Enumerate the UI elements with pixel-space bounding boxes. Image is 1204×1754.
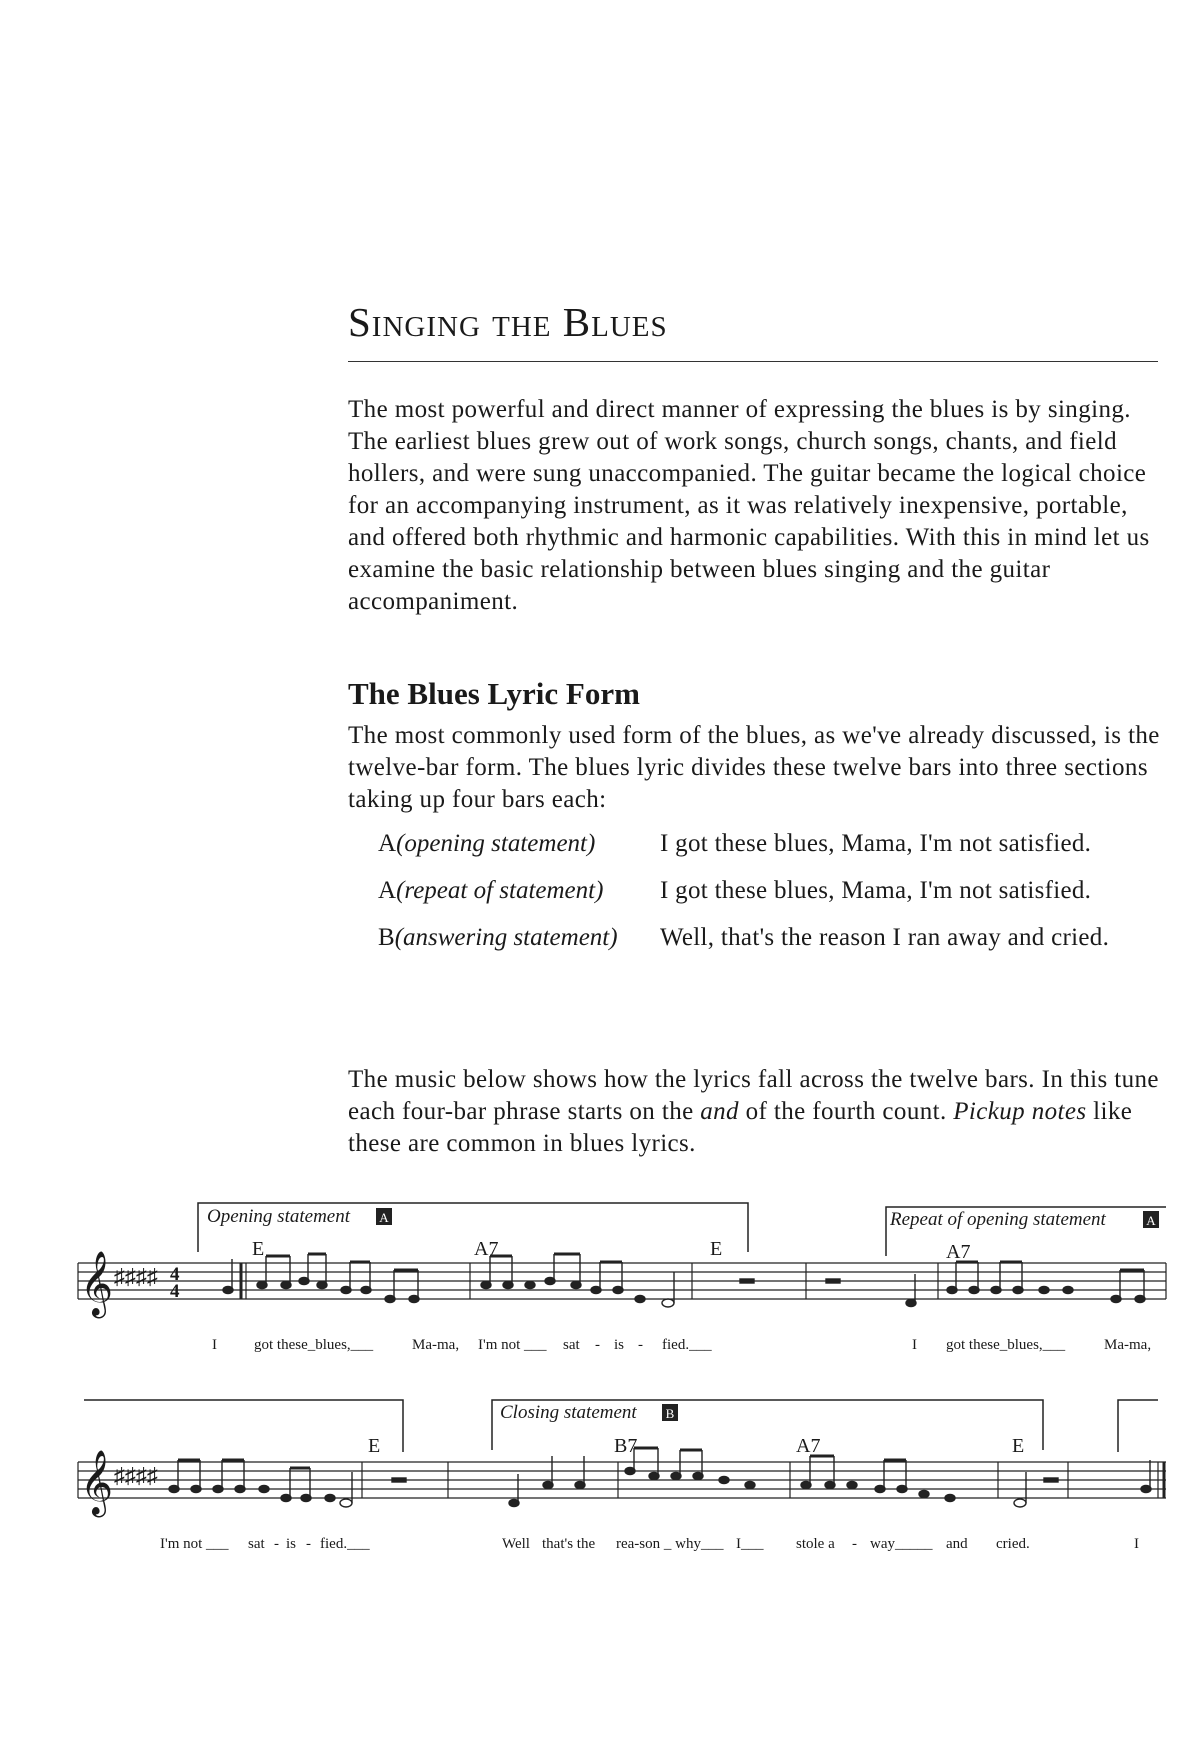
lyric-syllable: I (1134, 1536, 1139, 1552)
chord-symbol: E (252, 1238, 265, 1260)
lyric-syllable: Ma-ma, (1104, 1337, 1152, 1353)
lyric-syllable: I'm not ___ (160, 1536, 229, 1552)
chord-symbol: A7 (796, 1435, 821, 1457)
lyric-syllable: - (595, 1337, 600, 1353)
lyric-syllable: fied.___ (662, 1337, 712, 1353)
emphasis-and: and (700, 1098, 739, 1125)
form-letter: A (378, 830, 397, 857)
section-heading: The Blues Lyric Form (348, 676, 640, 711)
lyric-syllable: stole a (796, 1536, 835, 1552)
chord-symbol: A7 (946, 1241, 971, 1263)
form-letter: B (378, 924, 395, 951)
intro-paragraph: The most powerful and direct manner of expressing the blues is by singing. The earliest blues grew out of work songs, church songs, chants, and field hollers, and were sung unaccompanied. The guitar became the logical choice for an accompanying instrument, as it was relatively inexpensive, portable, and offered both rhythmic and harmonic capabilities. With this in mind let us examine the basic relationship between blues singing and the guitar accompaniment. (348, 396, 1150, 615)
lyric-syllable: got these_blues,___ (254, 1337, 374, 1353)
lyric-syllable: sat (248, 1536, 265, 1552)
bracket-label: Closing statement (500, 1402, 637, 1423)
time-signature: 4 (170, 1264, 180, 1285)
form-paragraph: The most commonly used form of the blues, as we've already discussed, is the twelve-bar form. The blues lyric divides these twelve bars into three sections taking up four bars each: (348, 722, 1160, 813)
chord-symbol: E (710, 1238, 723, 1260)
lyric-syllable: I (912, 1337, 917, 1353)
key-signature-sharps: ♯♯♯♯ (114, 1264, 158, 1289)
lyrics-system-1 (212, 1337, 1151, 1353)
svg-text:A: A (1146, 1213, 1156, 1228)
lyric-syllable: Ma-ma, (412, 1337, 460, 1353)
lyric-syllable: - (274, 1536, 279, 1552)
chord-symbol: E (1012, 1435, 1025, 1457)
form-lyric: I got these blues, Mama, I'm not satisfied. (660, 877, 1092, 904)
bracket-label: Opening statement (207, 1206, 351, 1227)
bracket-label: Repeat of opening statement (890, 1209, 1106, 1230)
lyric-syllable: - (638, 1337, 643, 1353)
lyric-syllable: is (614, 1337, 625, 1353)
svg-text:A: A (379, 1210, 389, 1225)
lyric-syllable: rea-son _ why___ (616, 1536, 724, 1552)
music-paragraph: The music below shows how the lyrics fall across the twelve bars. In this tune each four-bar phrase starts on the and of the fourth count. Pickup notes like these are common in blues lyrics. (348, 1066, 1159, 1157)
lyric-syllable: Well (502, 1536, 530, 1552)
lyric-syllable: - (852, 1536, 857, 1552)
lyric-syllable: - (306, 1536, 311, 1552)
key-signature-sharps: ♯♯♯♯ (114, 1463, 158, 1488)
repeat-bracket-continuation (84, 1400, 403, 1452)
lyric-syllable: that's the (542, 1536, 596, 1552)
svg-text:4: 4 (170, 1281, 180, 1302)
form-label: (repeat of statement) (396, 877, 604, 904)
lyric-syllable: I___ (736, 1536, 764, 1552)
page-title: Singing the Blues (348, 299, 668, 345)
treble-clef-icon: 𝄞 (80, 1452, 114, 1514)
emphasis-pickup: Pickup notes (953, 1098, 1087, 1125)
lyric-syllable: is (286, 1536, 297, 1552)
lyric-syllable: I'm not ___ (478, 1337, 547, 1353)
form-lyric: I got these blues, Mama, I'm not satisfied. (660, 830, 1092, 857)
lyric-syllable: cried. (996, 1536, 1030, 1552)
lyric-syllable: way_____ (870, 1536, 933, 1552)
lyric-syllable: fied.___ (320, 1536, 370, 1552)
form-label: (answering statement) (394, 924, 618, 951)
svg-text:B: B (665, 1406, 675, 1421)
lyric-syllable: and (946, 1536, 968, 1552)
treble-clef-icon: 𝄞 (80, 1253, 114, 1315)
chord-symbol: A7 (474, 1238, 499, 1260)
form-label: (opening statement) (396, 830, 596, 857)
form-lyric: Well, that's the reason I ran away and cried. (660, 924, 1110, 951)
form-letter: A (378, 877, 397, 904)
lyric-syllable: I (212, 1337, 217, 1353)
chord-symbol: E (368, 1435, 381, 1457)
lyric-syllable: got these_blues,___ (946, 1337, 1066, 1353)
lyrics-system-2 (160, 1536, 1139, 1552)
chord-symbol: B7 (614, 1435, 638, 1457)
lyric-syllable: sat (563, 1337, 580, 1353)
